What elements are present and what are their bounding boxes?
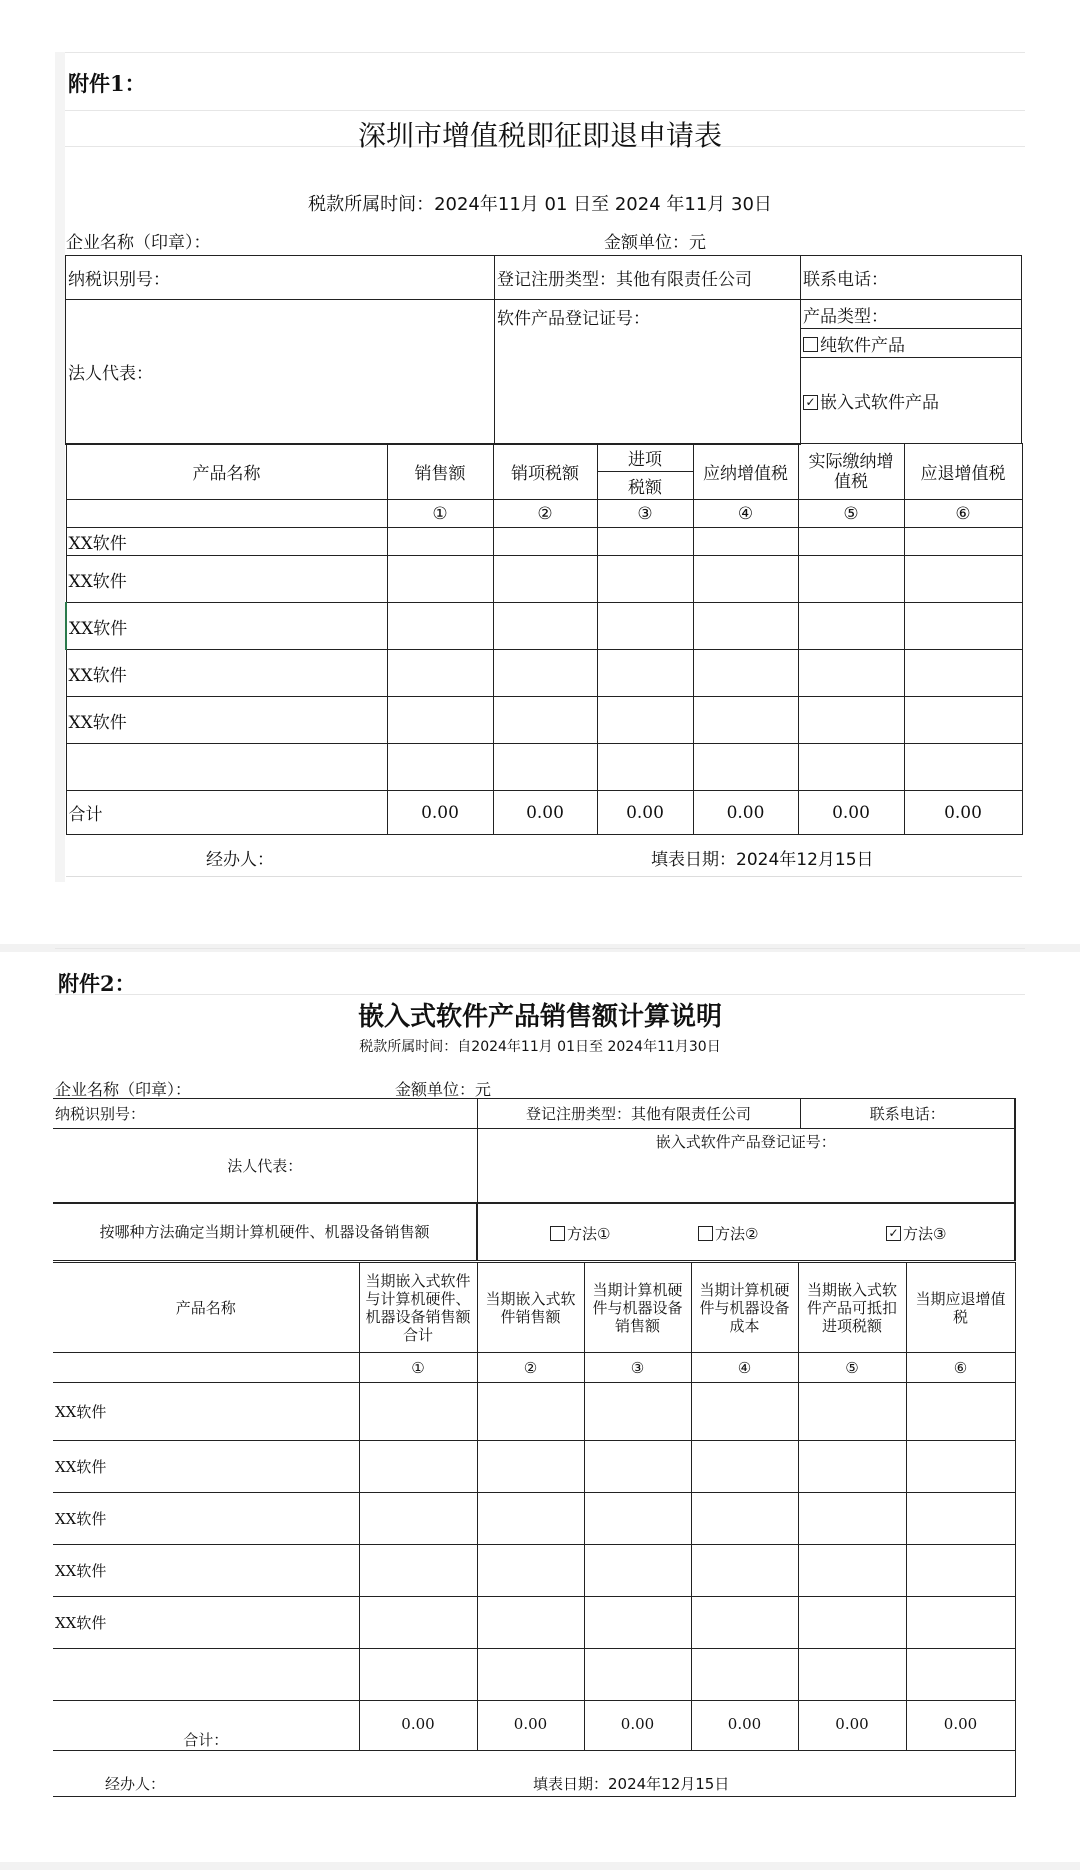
product-name-cell[interactable]: XX软件 <box>66 697 387 744</box>
embedded-software-label: 嵌入式软件产品 <box>820 393 939 413</box>
col-actual-paid: 实际缴纳增值税 <box>798 444 904 500</box>
value-cell[interactable] <box>584 1649 691 1701</box>
product-name-cell[interactable]: XX软件 <box>66 528 387 556</box>
value-cell[interactable] <box>477 1597 584 1649</box>
bottom-strip <box>0 1862 1080 1870</box>
value-cell[interactable] <box>493 556 597 603</box>
reg-type-cell-1: 登记注册类型：其他有限责任公司 <box>495 256 801 300</box>
table-row <box>66 528 1022 556</box>
value-cell[interactable] <box>693 650 798 697</box>
col-deductible-input: 当期嵌入式软件产品可抵扣进项税额 <box>798 1263 906 1353</box>
attachment-label-2: 附件2： <box>58 971 136 996</box>
legal-rep-cell-1: 法人代表： <box>66 300 495 445</box>
value-cell[interactable] <box>477 1649 584 1701</box>
value-cell[interactable] <box>798 744 904 791</box>
value-cell[interactable] <box>798 650 904 697</box>
value-cell[interactable] <box>359 1441 477 1493</box>
attachment-label-1: 附件1： <box>68 71 146 96</box>
col-num: ⑥ <box>906 1353 1015 1383</box>
total-value: 0.00 <box>691 1701 798 1751</box>
total-row <box>66 791 1022 835</box>
form-2-period: 税款所属时间：自2024年11月 01日至 2024年11月30日 <box>359 1039 721 1055</box>
product-name-cell[interactable]: XX软件 <box>66 603 387 650</box>
taxpayer-id-cell-2: 纳税识别号： <box>53 1099 477 1129</box>
value-cell[interactable] <box>904 697 1022 744</box>
col-num: ④ <box>691 1353 798 1383</box>
total-value: 0.00 <box>798 1701 906 1751</box>
taxpayer-id-cell-1: 纳税识别号： <box>66 256 495 300</box>
value-cell[interactable] <box>477 1493 584 1545</box>
form-1-info-table <box>65 255 1022 445</box>
phone-cell-2: 联系电话： <box>800 1099 1015 1129</box>
pure-software-label: 纯软件产品 <box>820 335 905 356</box>
value-cell[interactable] <box>584 1383 691 1441</box>
value-cell[interactable] <box>691 1383 798 1441</box>
product-name-cell[interactable]: XX软件 <box>53 1441 359 1493</box>
footer-row-2 <box>53 1751 1015 1797</box>
col-num: ② <box>493 500 597 528</box>
table-row <box>66 556 1022 603</box>
total-value: 0.00 <box>493 791 597 835</box>
table-row <box>53 1649 1015 1701</box>
total-value: 0.00 <box>477 1701 584 1751</box>
value-cell[interactable] <box>493 744 597 791</box>
value-cell[interactable] <box>597 697 693 744</box>
col-combined-sales: 当期嵌入式软件与计算机硬件、机器设备销售额合计 <box>359 1263 477 1353</box>
footer-row-1 <box>66 835 1022 877</box>
value-cell[interactable] <box>904 528 1022 556</box>
col-num: ③ <box>584 1353 691 1383</box>
product-name-cell[interactable]: XX软件 <box>53 1493 359 1545</box>
col-embedded-sales: 当期嵌入式软件销售额 <box>477 1263 584 1353</box>
company-label-2: 企业名称（印章）： <box>55 1080 192 1099</box>
table-row <box>53 1441 1015 1493</box>
col-hardware-sales: 当期计算机硬件与机器设备销售额 <box>584 1263 691 1353</box>
col-num: ① <box>387 500 493 528</box>
form-2-title: 嵌入式软件产品销售额计算说明 <box>357 1002 722 1032</box>
value-cell[interactable] <box>359 1383 477 1441</box>
value-cell[interactable] <box>359 1649 477 1701</box>
fill-date-1: 填表日期：2024年12月15日 <box>651 850 874 870</box>
value-cell[interactable] <box>798 1441 906 1493</box>
option-pure-software[interactable] <box>801 329 1022 358</box>
value-cell[interactable] <box>597 603 693 650</box>
software-cert-cell: 软件产品登记证号： <box>495 300 801 445</box>
col-product-name-1: 产品名称 <box>66 444 387 500</box>
num-row-label-2 <box>53 1353 359 1383</box>
value-cell[interactable] <box>584 1597 691 1649</box>
value-cell[interactable] <box>584 1493 691 1545</box>
col-input-bottom: 税额 <box>597 472 693 500</box>
fill-date-2: 填表日期：2024年12月15日 <box>533 1775 730 1793</box>
value-cell[interactable] <box>906 1441 1015 1493</box>
value-cell[interactable] <box>691 1441 798 1493</box>
product-type-cell: 产品类型： <box>801 300 1022 329</box>
table-row <box>53 1493 1015 1545</box>
value-cell[interactable] <box>387 603 493 650</box>
value-cell[interactable] <box>477 1545 584 1597</box>
form-2-products-table <box>53 1262 1016 1797</box>
value-cell[interactable] <box>493 528 597 556</box>
product-name-cell[interactable]: XX软件 <box>53 1597 359 1649</box>
col-product-name-2: 产品名称 <box>53 1263 359 1353</box>
form-1-period: 税款所属时间：2024年11月 01 日至 2024 年11月 30日 <box>308 194 772 215</box>
col-output-tax-1: 销项税额 <box>493 444 597 500</box>
col-num: ② <box>477 1353 584 1383</box>
table-row <box>66 697 1022 744</box>
value-cell[interactable] <box>906 1383 1015 1441</box>
value-cell[interactable] <box>387 697 493 744</box>
value-cell[interactable] <box>798 1649 906 1701</box>
value-cell[interactable] <box>798 1597 906 1649</box>
value-cell[interactable] <box>904 556 1022 603</box>
col-refund-2: 当期应退增值税 <box>906 1263 1015 1353</box>
value-cell[interactable] <box>584 1545 691 1597</box>
total-value: 0.00 <box>904 791 1022 835</box>
value-cell[interactable] <box>597 556 693 603</box>
value-cell[interactable] <box>693 744 798 791</box>
total-value: 0.00 <box>359 1701 477 1751</box>
table-row <box>66 603 1022 650</box>
company-label-1: 企业名称（印章）： <box>66 233 211 253</box>
value-cell[interactable] <box>798 697 904 744</box>
value-cell[interactable] <box>906 1597 1015 1649</box>
value-cell[interactable] <box>477 1441 584 1493</box>
product-name-cell[interactable]: XX软件 <box>66 556 387 603</box>
product-name-cell[interactable] <box>53 1649 359 1701</box>
product-name-cell[interactable]: XX软件 <box>66 650 387 697</box>
col-num: ④ <box>693 500 798 528</box>
col-num: ⑤ <box>798 1353 906 1383</box>
col-num: ⑤ <box>798 500 904 528</box>
value-cell[interactable] <box>904 744 1022 791</box>
method-3-option[interactable] <box>886 1223 946 1244</box>
value-cell[interactable] <box>597 528 693 556</box>
table-row <box>53 1383 1015 1441</box>
reg-type-cell-2: 登记注册类型：其他有限责任公司 <box>477 1099 800 1129</box>
form-1-products-table <box>65 443 1023 877</box>
value-cell[interactable] <box>798 1545 906 1597</box>
product-name-cell[interactable]: XX软件 <box>53 1383 359 1441</box>
value-cell[interactable] <box>691 1545 798 1597</box>
value-cell[interactable] <box>387 528 493 556</box>
total-value: 0.00 <box>693 791 798 835</box>
col-num: ① <box>359 1353 477 1383</box>
value-cell[interactable] <box>693 603 798 650</box>
value-cell[interactable] <box>359 1493 477 1545</box>
value-cell[interactable] <box>798 603 904 650</box>
value-cell[interactable] <box>798 528 904 556</box>
value-cell[interactable] <box>798 1493 906 1545</box>
form-1-title: 深圳市增值税即征即退申请表 <box>357 119 722 152</box>
value-cell[interactable] <box>493 603 597 650</box>
value-cell[interactable] <box>691 1649 798 1701</box>
total-row <box>53 1701 1015 1751</box>
col-num: ③ <box>597 500 693 528</box>
option-embedded-software[interactable] <box>801 358 1022 444</box>
embedded-cert-cell: 嵌入式软件产品登记证号： <box>477 1129 1015 1203</box>
product-name-cell[interactable]: XX软件 <box>53 1545 359 1597</box>
num-row-label-1 <box>66 500 387 528</box>
table-row <box>66 650 1022 697</box>
method-2-checkbox[interactable] <box>698 1226 713 1241</box>
col-payable: 应纳增值税 <box>693 444 798 500</box>
total-label-2: 合计： <box>53 1701 359 1751</box>
legal-rep-cell-2: 法人代表： <box>53 1129 477 1203</box>
total-value: 0.00 <box>584 1701 691 1751</box>
value-cell[interactable] <box>387 650 493 697</box>
method-1-option[interactable] <box>550 1223 610 1244</box>
total-label-1: 合计 <box>66 791 387 835</box>
method-question-cell: 按哪种方法确定当期计算机硬件、机器设备销售额 <box>53 1203 477 1261</box>
method-1-checkbox[interactable] <box>550 1226 565 1241</box>
value-cell[interactable] <box>477 1383 584 1441</box>
unit-label-1: 金额单位：元 <box>604 233 706 253</box>
total-value: 0.00 <box>387 791 493 835</box>
method-2-option[interactable] <box>698 1223 758 1244</box>
value-cell[interactable] <box>798 1383 906 1441</box>
pure-software-checkbox[interactable] <box>803 337 818 352</box>
embedded-software-checkbox[interactable]: ✓ <box>803 395 818 410</box>
col-refund-1: 应退增值税 <box>904 444 1022 500</box>
total-value: 0.00 <box>597 791 693 835</box>
phone-cell-1: 联系电话： <box>801 256 1022 300</box>
value-cell[interactable] <box>387 556 493 603</box>
value-cell[interactable] <box>904 650 1022 697</box>
value-cell[interactable] <box>693 528 798 556</box>
value-cell[interactable] <box>693 556 798 603</box>
col-sales-1: 销售额 <box>387 444 493 500</box>
method-3-checkbox[interactable]: ✓ <box>886 1226 901 1241</box>
form-2-info-table <box>53 1098 1016 1261</box>
value-cell[interactable] <box>691 1597 798 1649</box>
value-cell[interactable] <box>906 1493 1015 1545</box>
method-options-cell <box>477 1203 1015 1261</box>
method-3-label: 方法③ <box>903 1224 947 1243</box>
unit-label-2: 金额单位：元 <box>395 1080 492 1099</box>
col-input-top: 进项 <box>597 444 693 472</box>
value-cell[interactable] <box>693 697 798 744</box>
method-1-label: 方法① <box>567 1224 611 1243</box>
handler-label-1: 经办人： <box>206 850 274 870</box>
total-value: 0.00 <box>798 791 904 835</box>
value-cell[interactable] <box>493 697 597 744</box>
col-num: ⑥ <box>904 500 1022 528</box>
col-hardware-cost: 当期计算机硬件与机器设备成本 <box>691 1263 798 1353</box>
value-cell[interactable] <box>691 1493 798 1545</box>
table-row <box>53 1545 1015 1597</box>
product-name-cell[interactable] <box>66 744 387 791</box>
value-cell[interactable] <box>906 1545 1015 1597</box>
value-cell[interactable] <box>906 1649 1015 1701</box>
value-cell[interactable] <box>359 1597 477 1649</box>
value-cell[interactable] <box>359 1545 477 1597</box>
table-row <box>66 744 1022 791</box>
value-cell[interactable] <box>597 744 693 791</box>
table-row <box>53 1597 1015 1649</box>
value-cell[interactable] <box>798 556 904 603</box>
total-value: 0.00 <box>906 1701 1015 1751</box>
value-cell[interactable] <box>597 650 693 697</box>
value-cell[interactable] <box>387 744 493 791</box>
handler-label-2: 经办人： <box>105 1775 166 1793</box>
value-cell[interactable] <box>584 1441 691 1493</box>
method-2-label: 方法② <box>715 1224 759 1243</box>
value-cell[interactable] <box>493 650 597 697</box>
value-cell[interactable] <box>904 603 1022 650</box>
